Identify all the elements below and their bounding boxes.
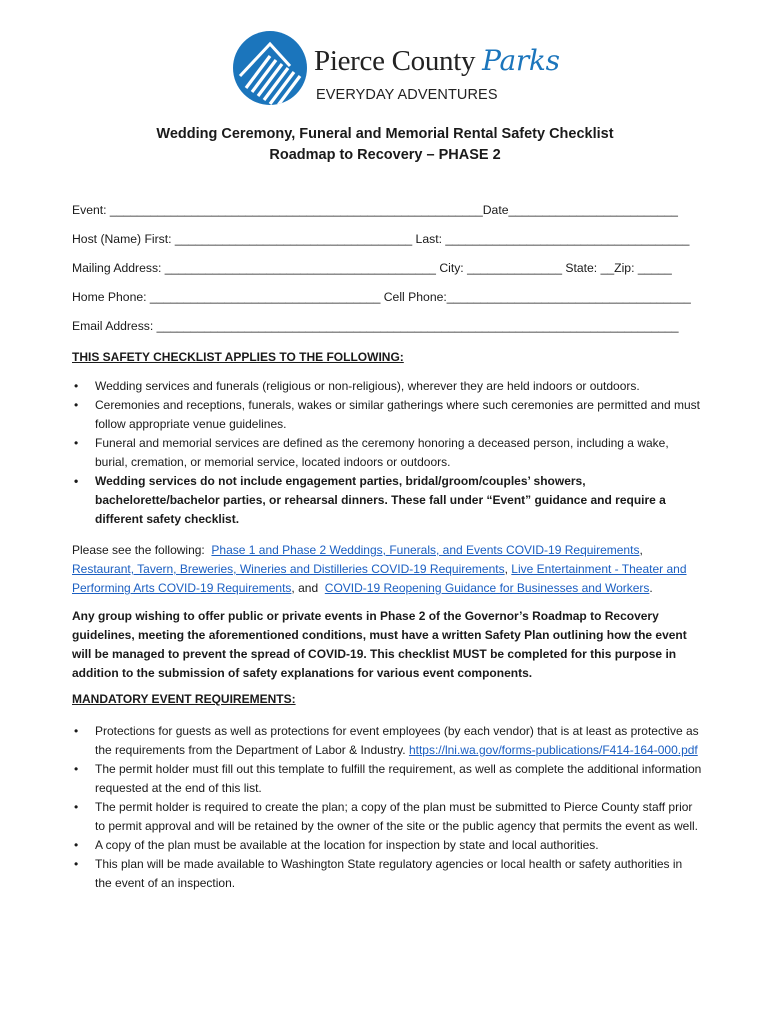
- mailing-address-field[interactable]: Mailing Address: ________________________________________ City: ______________ State: __Zip: _____: [72, 261, 672, 275]
- list-item: [72, 434, 702, 472]
- email-field[interactable]: Email Address: _____________________________________________________________________________: [72, 319, 679, 333]
- logo-tagline: EVERYDAY ADVENTURES: [316, 87, 498, 103]
- separator: ,: [504, 562, 508, 576]
- references-paragraph: [72, 541, 702, 598]
- list-item-text: Funeral and memorial services are defined as the ceremony honoring a deceased person, including a wake, burial, cremation, or memorial service, located indoors or outdoors.: [95, 436, 669, 469]
- list-item-text: The permit holder is required to create the plan; a copy of the plan must be submitted to Pierce County staff prior to permit approval and will be retained by the owner of the site or the public agency that permits the event as well.: [95, 800, 698, 833]
- list-item-text: This plan will be made available to Washington State regulatory agencies or local health or safety authorities in the event of an inspection.: [95, 857, 683, 890]
- logo-org-name: Pierce County: [314, 45, 476, 77]
- list-item: [72, 377, 702, 396]
- live-entertainment-link[interactable]: Live Entertainment - Theater and Performing Arts COVID-19 Requirements: [72, 562, 687, 595]
- host-name-field[interactable]: Host (Name) First: ___________________________________ Last: ____________________________________: [72, 232, 690, 246]
- list-item: [72, 836, 702, 855]
- bullet: •: [74, 379, 79, 393]
- mountain-logo-icon: [232, 30, 308, 106]
- bullet: •: [74, 762, 79, 776]
- mandatory-heading: MANDATORY EVENT REQUIREMENTS:: [72, 692, 296, 706]
- restaurant-requirements-link[interactable]: Restaurant, Tavern, Breweries, Wineries and Distilleries COVID-19 Requirements: [72, 562, 505, 576]
- phone-field[interactable]: Home Phone: __________________________________ Cell Phone:____________________________________: [72, 290, 691, 304]
- logo-wordmark: [314, 44, 560, 78]
- mandatory-list: [72, 722, 702, 893]
- bullet: •: [74, 398, 79, 412]
- reopening-guidance-link[interactable]: COVID-19 Reopening Guidance for Businesses and Workers: [324, 581, 650, 595]
- list-item-text: Ceremonies and receptions, funerals, wakes or similar gatherings where such ceremonies are permitted and must follow appropriate venue guidelines.: [95, 398, 700, 431]
- document-title: Wedding Ceremony, Funeral and Memorial Rental Safety Checklist: [156, 126, 614, 142]
- event-date-field[interactable]: Event: _______________________________________________________Date_________________________: [72, 203, 678, 217]
- list-item-text: A copy of the plan must be available at the location for inspection by state and local authorities.: [95, 838, 599, 852]
- safety-plan-paragraph: Any group wishing to offer public or private events in Phase 2 of the Governor’s Roadmap to Recovery guidelines, meeting the aforementioned conditions, must have a written Safety Plan outlining how the event will be managed to prevent the spread of COVID-19. This checklist MUST be completed for this purpose in addition to the submission of safety explanations for various event components.: [72, 609, 687, 680]
- list-item: [72, 722, 702, 760]
- separator: ,: [639, 543, 643, 557]
- applies-list: [72, 377, 702, 529]
- bullet: •: [74, 436, 79, 450]
- period: .: [649, 581, 653, 595]
- weddings-requirements-link[interactable]: Phase 1 and Phase 2 Weddings, Funerals, and Events COVID-19 Requirements: [211, 543, 640, 557]
- list-item: [72, 855, 702, 893]
- list-item-text: The permit holder must fill out this template to fulfill the requirement, as well as complete the additional information requested at the end of this list.: [95, 762, 702, 795]
- list-item-text: Protections for guests as well as protections for event employees (by each vendor) that is at least as protective as the requirements from the Department of Labor & Industry.: [95, 724, 699, 757]
- bullet: •: [74, 838, 79, 852]
- separator: , and: [291, 581, 319, 595]
- list-item: [72, 760, 702, 798]
- bullet: •: [74, 857, 79, 871]
- lni-publication-link[interactable]: https://lni.wa.gov/forms-publications/F414-164-000.pdf: [408, 743, 698, 757]
- bullet: •: [74, 800, 79, 814]
- bullet: •: [74, 474, 79, 488]
- list-item-text: Wedding services and funerals (religious or non-religious), wherever they are held indoors or outdoors.: [95, 379, 640, 393]
- list-item: [72, 798, 702, 836]
- bullet: •: [74, 724, 79, 738]
- pierce-county-parks-logo: [232, 30, 560, 110]
- logo-parks: Parks: [482, 44, 560, 77]
- list-item: [72, 472, 702, 529]
- list-item: [72, 396, 702, 434]
- references-intro: Please see the following:: [72, 543, 205, 557]
- list-item-text: Wedding services do not include engagement parties, bridal/groom/couples’ showers, bachelorette/bachelor parties, or rehearsal dinners. These fall under “Event” guidance and require a different safety checklist.: [95, 474, 666, 526]
- document-subtitle: Roadmap to Recovery – PHASE 2: [269, 147, 501, 163]
- applies-heading: THIS SAFETY CHECKLIST APPLIES TO THE FOLLOWING:: [72, 350, 404, 364]
